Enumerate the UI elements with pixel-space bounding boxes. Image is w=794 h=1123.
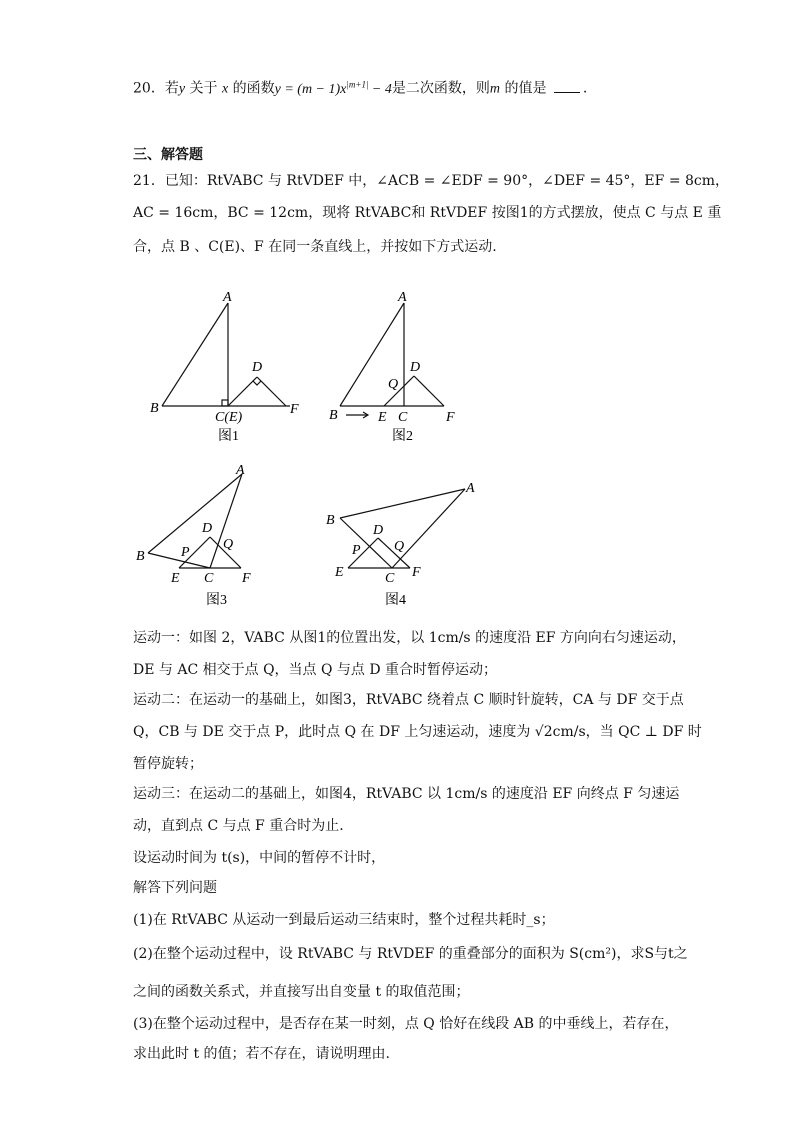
svg-text:C: C [385, 571, 395, 586]
motion-line-1: 运动一：如图 2，VABC 从图1的位置出发，以 1cm/s 的速度沿 EF 方向向右匀速运动， [133, 630, 686, 646]
svg-text:E: E [378, 410, 387, 425]
section-title: 三、解答题 [133, 147, 203, 163]
motion-line-6: 运动三：在运动二的基础上，如图4，RtVABC 以 1cm/s 的速度沿 EF 向终点 F 匀速运 [133, 786, 680, 802]
svg-text:A: A [236, 463, 245, 478]
svg-text:D: D [410, 360, 421, 375]
motion-line-7: 动，直到点 C 与点 F 重合时为止. [133, 818, 344, 834]
q21-line-2: AC = 16cm，BC = 12cm，现将 RtVABC和 RtVDEF 按图1的方式摆放，使点 C 与点 E 重 [133, 205, 722, 221]
svg-text:图2: 图2 [392, 429, 413, 444]
svg-text:B: B [136, 549, 145, 564]
svg-text:A: A [466, 481, 475, 496]
figure-4 [320, 480, 490, 615]
svg-text:P: P [352, 543, 361, 558]
svg-text:D: D [373, 523, 384, 538]
svg-text:E: E [171, 571, 180, 586]
svg-text:Q: Q [223, 537, 234, 552]
svg-text:P: P [181, 545, 190, 560]
svg-text:图3: 图3 [206, 593, 227, 608]
svg-text:Q: Q [388, 377, 399, 392]
svg-text:图4: 图4 [385, 593, 406, 608]
label-b: B [150, 401, 159, 416]
question-3-line-1: (3)在整个运动过程中，是否存在某一时刻，点 Q 恰好在线段 AB 的中垂线上，若存在， [133, 1016, 679, 1032]
question-20: 20．若y 关于 x 的函数$y = (m - 1)x^{|m+1|} - 4$是二次函数，则m 的值是 . [133, 79, 588, 97]
svg-text:F: F [242, 571, 251, 586]
motion-line-5: 暂停旋转； [133, 756, 203, 772]
label-f: F [290, 402, 299, 417]
q20-formula: $y = (m - 1)x^{|m+1|} - 4$ [274, 79, 392, 97]
q20-number: 20． [133, 80, 165, 97]
right-angle-d [253, 381, 261, 385]
svg-text:B: B [326, 513, 335, 528]
svg-text:F: F [446, 410, 455, 425]
label-a: A [223, 290, 232, 305]
q21-line-1: 21．已知：RtVABC 与 RtVDEF 中，∠ACB = ∠EDF = 90°，∠DEF = 45°，EF = 8cm， [133, 173, 730, 189]
svg-text:C: C [204, 571, 214, 586]
label-ce: C(E) [215, 410, 243, 425]
figure-2 [322, 285, 472, 450]
motion-line-8: 设运动时间为 t(s)，中间的暂停不计时， [133, 850, 386, 866]
motion-line-3: 运动二：在运动一的基础上，如图3，RtVABC 绕着点 C 顺时针旋转，CA 与 DF 交于点 [133, 692, 684, 708]
question-2-line-1: (2)在整个运动过程中，设 RtVABC 与 RtVDEF 的重叠部分的面积为 S(cm²)，求S与t之 [133, 946, 688, 962]
svg-text:A: A [398, 290, 407, 305]
caption-fig1: 图1 [218, 429, 239, 444]
svg-text:C: C [398, 410, 408, 425]
svg-text:D: D [202, 521, 213, 536]
label-d: D [252, 360, 263, 375]
question-2-line-2: 之间的函数关系式，并直接写出自变量 t 的取值范围； [133, 984, 470, 1000]
figure-1 [140, 285, 310, 450]
svg-text:F: F [412, 565, 421, 580]
right-angle-c [222, 400, 228, 406]
answer-blank [554, 80, 580, 93]
motion-line-4: Q，CB 与 DE 交于点 P，此时点 Q 在 DF 上匀速运动，速度为 √2cm/s，当 QC ⊥ DF 时 [133, 724, 702, 740]
svg-text:Q: Q [394, 539, 405, 554]
question-1: (1)在 RtVABC 从运动一到最后运动三结束时，整个过程共耗时_s； [133, 912, 555, 928]
motion-line-2: DE 与 AC 相交于点 Q，当点 Q 与点 D 重合时暂停运动； [133, 662, 498, 678]
question-3-line-2: 求出此时 t 的值；若不存在，请说明理由. [133, 1046, 390, 1062]
motion-line-9: 解答下列问题 [133, 880, 217, 896]
svg-text:B: B [329, 408, 338, 423]
segment-ab [162, 303, 228, 406]
figure-3 [128, 460, 278, 610]
q21-line-3: 合，点 B 、C(E)、F 在同一条直线上，并按如下方式运动. [133, 239, 497, 255]
svg-text:E: E [335, 565, 344, 580]
